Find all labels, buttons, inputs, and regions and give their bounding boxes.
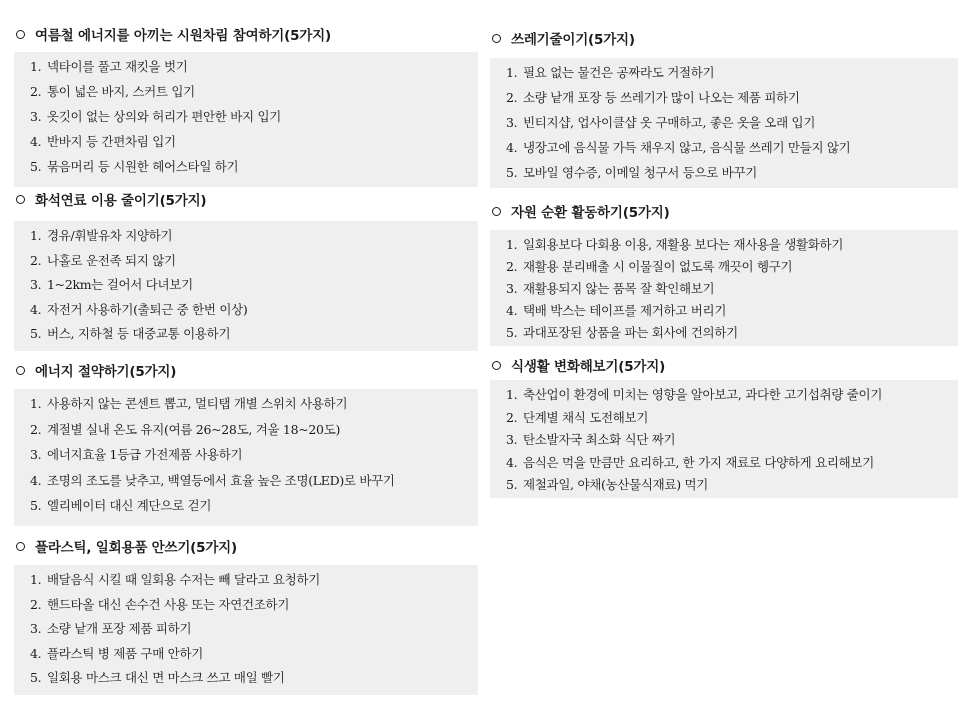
item-number: 1. (30, 572, 42, 587)
circle-bullet-icon (16, 542, 25, 551)
item-text: 소량 낱개 포장 등 쓰레기가 많이 나오는 제품 피하기 (523, 90, 800, 105)
item-text: 일회용 마스크 대신 면 마스크 쓰고 매일 빨기 (47, 670, 285, 685)
list-item (30, 131, 478, 156)
list-item (30, 470, 478, 496)
list-item (30, 323, 478, 348)
item-number: 3. (506, 432, 518, 447)
item-list (14, 565, 478, 695)
item-list (490, 380, 958, 498)
item-number: 5. (506, 477, 518, 492)
item-number: 5. (506, 165, 518, 180)
item-text: 제철과일, 야채(농산물식재료) 먹기 (523, 477, 709, 492)
item-text: 묶음머리 등 시원한 헤어스타일 하기 (47, 159, 239, 174)
section-header (14, 23, 331, 45)
item-text: 빈티지샵, 업사이클샵 옷 구매하고, 좋은 옷을 오래 입기 (523, 115, 816, 130)
item-number: 1. (506, 387, 518, 402)
item-text: 탄소발자국 최소화 식단 짜기 (523, 432, 676, 447)
list-item (506, 234, 958, 256)
item-text: 반바지 등 간편차림 입기 (47, 134, 176, 149)
list-item (30, 419, 478, 445)
item-number: 5. (30, 498, 42, 513)
list-item (506, 256, 958, 278)
list-item (30, 569, 478, 594)
item-number: 4. (506, 140, 518, 155)
list-item (506, 407, 958, 430)
item-text: 경유/휘발유차 지양하기 (47, 228, 173, 243)
list-item (506, 278, 958, 300)
circle-bullet-icon (492, 34, 501, 43)
list-item (30, 225, 478, 250)
item-number: 2. (506, 259, 518, 274)
list-item (506, 87, 958, 112)
list-item (30, 156, 478, 181)
list-item (506, 429, 958, 452)
section-title: 자원 순환 활동하기(5가지) (511, 205, 670, 221)
list-item (30, 444, 478, 470)
section-title: 식생활 변화해보기(5가지) (511, 359, 666, 375)
item-list (14, 221, 478, 351)
item-text: 1~2km는 걸어서 다녀보기 (47, 277, 193, 292)
circle-bullet-icon (16, 195, 25, 204)
item-number: 3. (30, 447, 42, 462)
item-text: 계절별 실내 온도 유지(여름 26~28도, 겨울 18~20도) (47, 421, 341, 437)
item-number: 4. (506, 303, 518, 318)
item-text: 에너지효율 1등급 가전제품 사용하기 (47, 447, 243, 462)
item-list (14, 52, 478, 187)
section-title: 에너지 절약하기(5가지) (35, 364, 177, 380)
list-item (506, 300, 958, 322)
item-text: 플라스틱 병 제품 구매 안하기 (47, 645, 203, 661)
item-number: 4. (30, 472, 42, 488)
item-number: 3. (30, 109, 42, 124)
item-text: 조명의 조도를 낮추고, 백열등에서 효율 높은 조명(LED)로 바꾸기 (47, 472, 395, 488)
list-item (506, 322, 958, 344)
item-text: 소량 낱개 포장 제품 피하기 (47, 621, 192, 636)
item-number: 4. (506, 454, 518, 470)
item-list (14, 389, 478, 526)
item-text: 모바일 영수증, 이메일 청구서 등으로 바꾸기 (523, 165, 757, 180)
item-text: 음식은 먹을 만큼만 요리하고, 한 가지 재료로 다양하게 요리해보기 (523, 454, 874, 470)
item-text: 재활용 분리배출 시 이물질이 없도록 깨끗이 헹구기 (523, 259, 793, 274)
item-list (490, 230, 958, 346)
list-item (30, 106, 478, 131)
list-item (30, 81, 478, 106)
item-text: 일회용보다 다회용 이용, 재활용 보다는 재사용을 생활화하기 (523, 237, 844, 252)
item-text: 과대포장된 상품을 파는 회사에 건의하기 (523, 325, 738, 340)
item-number: 4. (30, 134, 42, 149)
item-text: 나홀로 운전족 되지 않기 (47, 252, 176, 268)
list-item (30, 667, 478, 692)
item-text: 배달음식 시킬 때 일회용 수저는 빼 달라고 요청하기 (47, 572, 320, 587)
item-number: 5. (30, 159, 42, 174)
item-text: 버스, 지하철 등 대중교통 이용하기 (47, 326, 231, 341)
list-item (506, 384, 958, 407)
item-list (490, 58, 958, 188)
item-text: 단계별 채식 도전해보기 (523, 409, 649, 425)
circle-bullet-icon (16, 366, 25, 375)
section-header (490, 354, 665, 376)
item-number: 3. (506, 115, 518, 130)
item-number: 1. (506, 65, 518, 80)
item-text: 엘리베이터 대신 계단으로 걷기 (47, 498, 212, 513)
item-text: 핸드타올 대신 손수건 사용 또는 자연건조하기 (47, 596, 290, 612)
item-text: 옷깃이 없는 상의와 허리가 편안한 바지 입기 (47, 109, 281, 124)
section-title: 화석연료 이용 줄이기(5가지) (35, 193, 207, 209)
item-number: 5. (30, 326, 42, 341)
section-header (14, 535, 237, 557)
section-title: 여름철 에너지를 아끼는 시원차림 참여하기(5가지) (35, 28, 331, 44)
item-number: 2. (30, 84, 42, 99)
item-number: 2. (30, 596, 42, 612)
list-item (30, 274, 478, 299)
item-text: 사용하지 않는 콘센트 뽑고, 멀티탭 개별 스위치 사용하기 (47, 396, 348, 411)
item-text: 냉장고에 음식물 가득 채우지 않고, 음식물 쓰레기 만들지 않기 (523, 140, 851, 155)
section-title: 플라스틱, 일회용품 안쓰기(5가지) (35, 540, 237, 556)
section-header (14, 188, 206, 210)
circle-bullet-icon (492, 361, 501, 370)
section-title: 쓰레기줄이기(5가지) (511, 32, 635, 48)
item-number: 1. (506, 237, 518, 252)
circle-bullet-icon (16, 30, 25, 39)
list-item (506, 474, 958, 497)
list-item (30, 250, 478, 275)
item-number: 4. (30, 301, 42, 317)
item-text: 필요 없는 물건은 공짜라도 거절하기 (523, 65, 715, 80)
section-header (490, 27, 635, 49)
list-item (30, 56, 478, 81)
item-number: 3. (506, 281, 518, 296)
list-item (30, 594, 478, 619)
list-item (506, 452, 958, 475)
section-header (490, 200, 670, 222)
list-item (506, 62, 958, 87)
circle-bullet-icon (492, 207, 501, 216)
item-number: 3. (30, 277, 42, 292)
item-number: 5. (30, 670, 42, 685)
item-number: 2. (506, 90, 518, 105)
item-text: 자전거 사용하기(출퇴근 중 한번 이상) (47, 301, 248, 317)
list-item (30, 495, 478, 521)
item-number: 1. (30, 396, 42, 411)
item-number: 5. (506, 325, 518, 340)
list-item (506, 112, 958, 137)
item-number: 3. (30, 621, 42, 636)
item-number: 2. (30, 421, 42, 437)
item-number: 4. (30, 645, 42, 661)
item-text: 통이 넓은 바지, 스커트 입기 (47, 84, 195, 99)
item-number: 2. (506, 409, 518, 425)
list-item (30, 643, 478, 668)
item-text: 택배 박스는 테이프를 제거하고 버리기 (523, 303, 727, 318)
section-header (14, 359, 176, 381)
item-number: 1. (30, 228, 42, 243)
item-number: 2. (30, 252, 42, 268)
item-text: 재활용되지 않는 품목 잘 확인해보기 (523, 281, 715, 296)
item-number: 1. (30, 59, 42, 74)
list-item (30, 299, 478, 324)
item-text: 축산업이 환경에 미치는 영향을 알아보고, 과다한 고기섭취량 줄이기 (523, 387, 883, 402)
list-item (30, 393, 478, 419)
list-item (30, 618, 478, 643)
item-text: 넥타이를 풀고 재킷을 벗기 (47, 59, 188, 74)
list-item (506, 162, 958, 187)
list-item (506, 137, 958, 162)
